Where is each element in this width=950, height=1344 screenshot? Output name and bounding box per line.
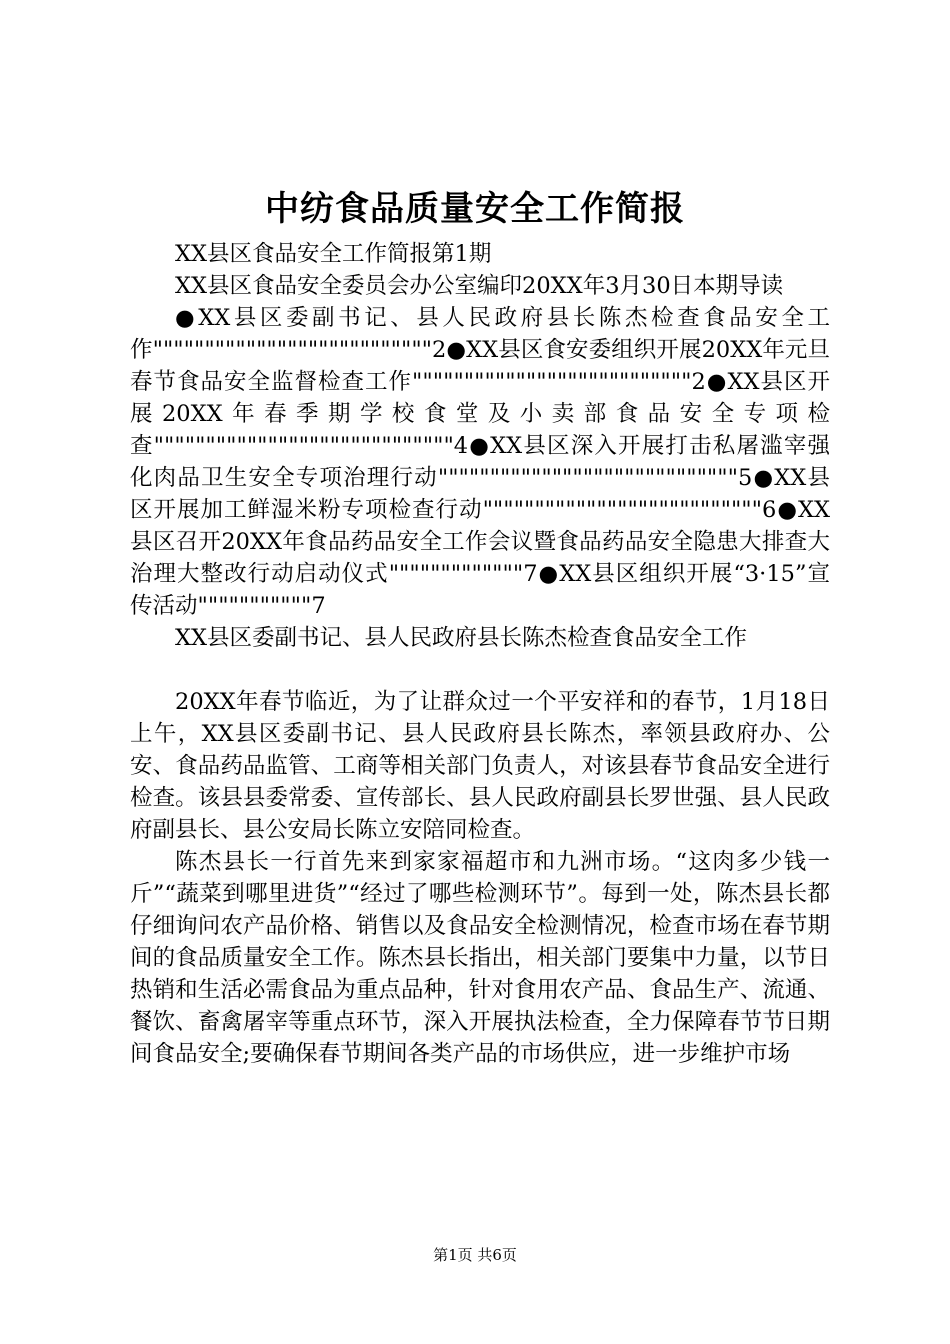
section-heading: XX县区委副书记、县人民政府县长陈杰检查食品安全工作: [175, 625, 748, 651]
paragraph-issue-line: XX县区食品安全工作简报第1期: [175, 241, 492, 267]
paragraph-body-1: 20XX年春节临近，为了让群众过一个平安祥和的春节，1月18日上午，XX县区委副书记、县人民政府县长陈杰，率领县政府办、公安、食品药品监管、工商等相关部门负责人，对该县春节食品安全进行检查。该县县委常委、宣传部长、县人民政府副县长罗世强、县人民政府副县长、县公安局长陈立安陪同检查。: [130, 689, 830, 843]
document-title: 中纺食品质量安全工作简报: [265, 189, 685, 229]
document-body: [130, 238, 830, 1070]
paragraph-editor-line: XX县区食品安全委员会办公室编印20XX年3月30日本期导读: [175, 273, 784, 299]
paragraph-body-2: 陈杰县长一行首先来到家家福超市和九洲市场。“这肉多少钱一斤”“蔬菜到哪里进货”“经过了哪些检测环节”。每到一处，陈杰县长都仔细询问农产品价格、销售以及食品安全检测情况，检查市场在春节期间的食品质量安全工作。陈杰县长指出，相关部门要集中力量，以节日热销和生活必需食品为重点品种，针对食用农产品、食品生产、流通、餐饮、畜禽屠宰等重点环节，深入开展执法检查，全力保障春节节日期间食品安全;要确保春节期间各类产品的市场供应，进一步维护市场: [130, 849, 830, 1067]
page-footer: 第1页 共6页: [433, 1246, 517, 1264]
blank-line: [130, 654, 830, 686]
paragraph-table-of-contents: ●XX县区委副书记、县人民政府县长陈杰检查食品安全工作"""""""""""""""""""""""""""2●XX县区食安委组织开展20XX年元旦春节食品安全监督检查工作"""""""""""""""""""""""""""2●XX县区开展20XX年春季期学校食堂及小卖部食品安全专项检查"""""""""""""""""""""""""""""4●XX县区深入开展打击私屠滥宰强化肉品卫生安全专项治理行动"""""""""""""""""""""""""""""5●XX县区开展加工鲜湿米粉专项检查行动"""""""""""""""""""""""""""6●XX县区召开20XX年食品药品安全工作会议暨食品药品安全隐患大排查大治理大整改行动启动仪式"""""""""""""7●XX县区组织开展“3·15”宣传活动"""""""""""7: [130, 305, 830, 619]
